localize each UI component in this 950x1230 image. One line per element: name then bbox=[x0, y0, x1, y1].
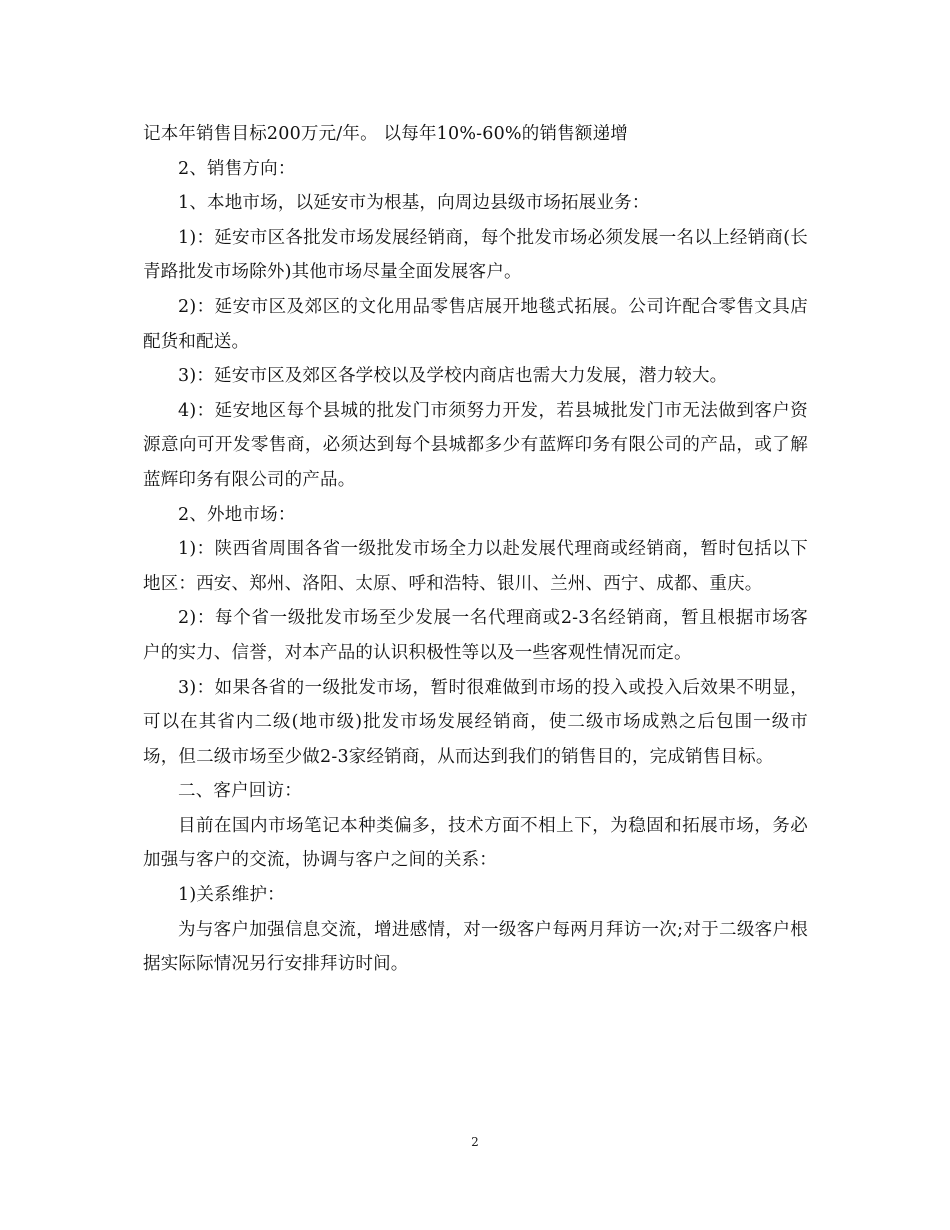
page-number: 2 bbox=[471, 1135, 479, 1149]
paragraph-14: 1)关系维护： bbox=[178, 885, 285, 906]
paragraph-9: 1)：陕西省周围各省一级批发市场全力以赴发展代理商或经销商，暂时包括以下地区：西安、郑州、洛阳、太原、呼和浩特、银川、兰州、西宁、成都、重庆。 bbox=[143, 539, 808, 594]
paragraph-7: 4)：延安地区每个县城的批发门市须努力开发，若县城批发门市无法做到客户资源意向可开发零售商，必须达到每个县城都多少有蓝辉印务有限公司的产品，或了解蓝辉印务有限公司的产品。 bbox=[143, 400, 808, 490]
paragraph-15: 为与客户加强信息交流，增进感情，对一级客户每两月拜访一次;对于二级客户根据实际际情况另行安排拜访时间。 bbox=[143, 919, 808, 975]
paragraph-1: 记本年销售目标200万元/年。 以每年10%-60%的销售额递增 bbox=[143, 124, 628, 144]
paragraph-8: 2、外地市场： bbox=[178, 504, 296, 525]
paragraph-13: 目前在国内市场笔记本种类偏多，技术方面不相上下，为稳固和拓展市场，务必加强与客户的交流，协调与客户之间的关系： bbox=[143, 815, 808, 871]
paragraph-4: 1)：延安市区各批发市场发展经销商，每个批发市场必须发展一名以上经销商(长青路批发市场除外)其他市场尽量全面发展客户。 bbox=[143, 227, 808, 283]
paragraph-6: 3)：延安市区及郊区各学校以及学校内商店也需大力发展，潜力较大。 bbox=[178, 366, 728, 387]
paragraph-12: 二、客户回访： bbox=[178, 781, 302, 802]
paragraph-11: 3)：如果各省的一级批发市场，暂时很难做到市场的投入或投入后效果不明显，可以在其省内二级(地市级)批发市场发展经销商，使二级市场成熟之后包围一级市场，但二级市场至少做2-3家经销商，从而达到我们的销售目的，完成销售目标。 bbox=[143, 677, 808, 767]
paragraph-3: 1、本地市场，以延安市为根基，向周边县级市场拓展业务： bbox=[178, 193, 650, 214]
document-body bbox=[143, 117, 808, 982]
paragraph-5: 2)：延安市区及郊区的文化用品零售店展开地毯式拓展。公司许配合零售文具店配货和配送。 bbox=[143, 296, 808, 352]
paragraph-2: 2、销售方向： bbox=[178, 158, 296, 179]
paragraph-10: 2)：每个省一级批发市场至少发展一名代理商或2-3名经销商，暂且根据市场客户的实力、信誉，对本产品的认识积极性等以及一些客观性情况而定。 bbox=[143, 608, 808, 663]
